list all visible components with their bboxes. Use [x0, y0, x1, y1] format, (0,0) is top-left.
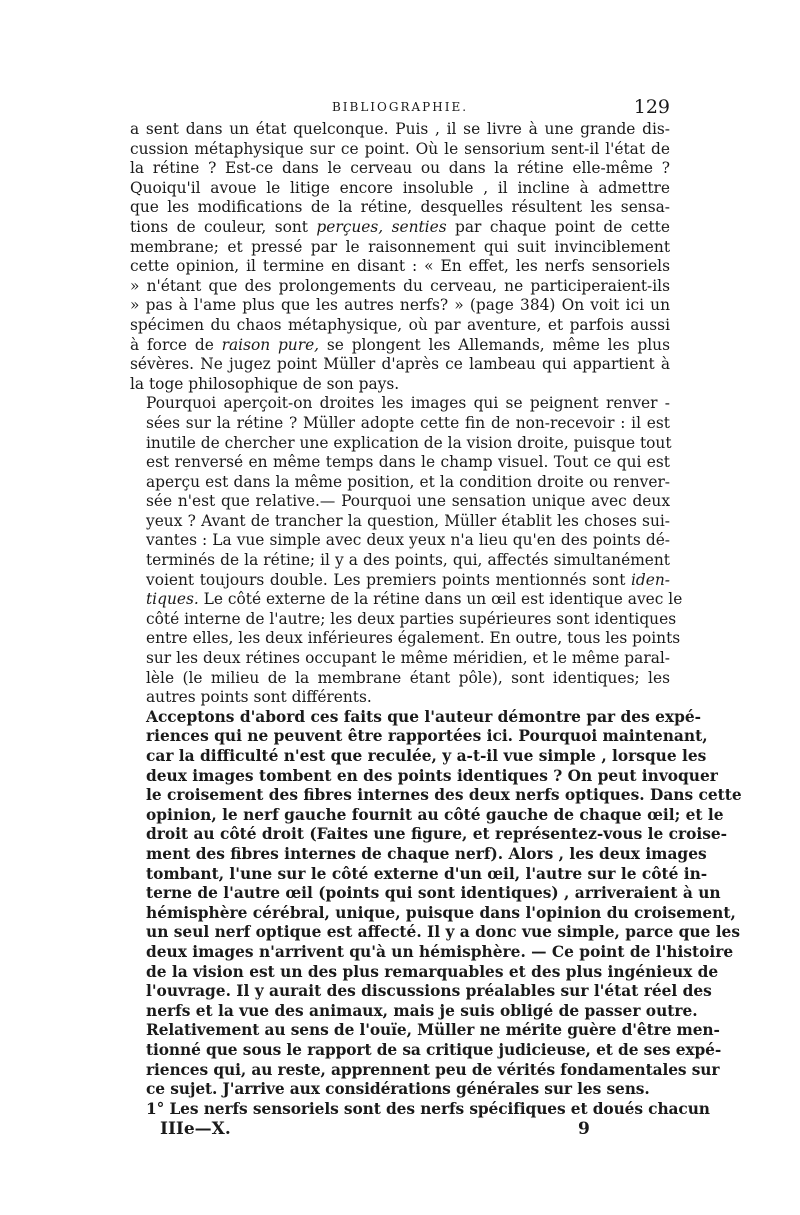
- text-line: sévères. Ne jugez point Müller d'après ce lambeau qui appartient à: [130, 355, 670, 374]
- text-line: riences qui ne peuvent être rapportées ici. Pourquoi maintenant,: [146, 727, 708, 746]
- text-line: spécimen du chaos métaphysique, où par aventure, et parfois aussi: [130, 315, 670, 334]
- text-line: un seul nerf optique est affecté. Il y a donc vue simple, parce que les: [146, 923, 740, 942]
- text-line: hémisphère cérébral, unique, puisque dans l'opinion du croisement,: [146, 903, 736, 922]
- text-line: à force de raison pure, se plongent les Allemands, même les plus: [130, 335, 670, 354]
- text-line: vantes : La vue simple avec deux yeux n'a lieu qu'en des points dé-: [146, 531, 670, 550]
- paragraph: [130, 394, 683, 708]
- text-line: » pas à l'ame plus que les autres nerfs? » (page 384) On voit ici un: [130, 296, 670, 315]
- text-line: Relativement au sens de l'ouïe, Müller ne mérite guère d'être men-: [146, 1021, 720, 1040]
- paragraph: [130, 707, 742, 1022]
- text-line: le croisement des fibres internes des deux nerfs optiques. Dans cette: [146, 786, 742, 805]
- text-line: deux images tombent en des points identiques ? On peut invoquer: [146, 766, 718, 785]
- text-line: cussion métaphysique sur ce point. Où le sensorium sent-il l'état de: [130, 139, 670, 158]
- text-line: ment des fibres internes de chaque nerf). Alors , les deux images: [146, 844, 707, 863]
- text-line: la rétine ? Est-ce dans le cerveau ou dans la rétine elle-même ?: [130, 159, 670, 178]
- text-line: entre elles, les deux inférieures également. En outre, tous les points: [146, 629, 681, 648]
- body-text: [130, 120, 742, 1119]
- text-line: a sent dans un état quelconque. Puis , il se livre à une grande dis-: [130, 120, 670, 138]
- text-line: Pourquoi aperçoit-on droites les images qui se peignent renver -: [146, 394, 670, 413]
- text-line: voient toujours double. Les premiers points mentionnés sont iden-: [146, 570, 670, 589]
- text-line: inutile de chercher une explication de la vision droite, puisque tout: [146, 433, 672, 452]
- text-line: Quoiqu'il avoue le litige encore insoluble , il incline à admettre: [130, 178, 670, 197]
- text-line: tions de couleur, sont perçues, senties par chaque point de cette: [130, 217, 670, 236]
- text-line: tombant, l'une sur le côté externe d'un œil, l'autre sur le côté in-: [146, 864, 708, 883]
- paragraph: [130, 1099, 710, 1120]
- running-head: [130, 96, 670, 118]
- text-line: est renversé en même temps dans le champ visuel. Tout ce qui est: [146, 453, 670, 472]
- text-line: droit au côté droit (Faites une figure, et représentez-vous le croise-: [146, 825, 728, 844]
- text-line: » n'étant que des prolongements du cerveau, ne participeraient-ils: [130, 276, 670, 295]
- page-number: 129: [633, 96, 670, 118]
- text-line: tionné que sous le rapport de sa critique judicieuse, et de ses expé-: [146, 1040, 722, 1059]
- running-title: BIBLIOGRAPHIE.: [331, 100, 469, 114]
- text-line: lèle (le milieu de la membrane étant pôle), sont identiques; les: [146, 668, 670, 687]
- text-line: ce sujet. J'arrive aux considérations générales sur les sens.: [146, 1080, 650, 1099]
- text-line: sur les deux rétines occupant le même méridien, et le même paral-: [146, 649, 670, 668]
- signature-line: [130, 1119, 670, 1143]
- text-line: membrane; et pressé par le raisonnement qui suit invinciblement: [130, 237, 670, 256]
- text-line: terminés de la rétine; il y a des points, qui, affectés simultanément: [146, 551, 670, 570]
- paragraph: [130, 120, 670, 394]
- text-line: sée n'est que relative.— Pourquoi une sensation unique avec deux: [146, 492, 670, 511]
- text-line: l'ouvrage. Il y aurait des discussions préalables sur l'état réel des: [146, 982, 712, 1001]
- text-line: la toge philosophique de son pays.: [130, 374, 400, 393]
- text-line: opinion, le nerf gauche fournit au côté gauche de chaque œil; et le: [146, 805, 724, 824]
- text-line: Acceptons d'abord ces faits que l'auteur démontre par des expé-: [146, 707, 702, 726]
- text-line: deux images n'arrivent qu'à un hémisphère. — Ce point de l'histoire: [146, 942, 734, 961]
- text-line: aperçu est dans la même position, et la condition droite ou renver-: [146, 472, 670, 491]
- text-line: cette opinion, il termine en disant : « En effet, les nerfs sensoriels: [130, 257, 670, 276]
- text-line: sées sur la rétine ? Müller adopte cette fin de non-recevoir : il est: [146, 413, 670, 432]
- text-line: nerfs et la vue des animaux, mais je suis obligé de passer outre.: [146, 1001, 698, 1020]
- book-page: [130, 96, 742, 1143]
- signature-mark: IIIe—X.: [160, 1119, 231, 1140]
- text-line: yeux ? Avant de trancher la question, Müller établit les choses sui-: [146, 511, 670, 530]
- paragraph: [130, 1021, 722, 1099]
- text-line: car la difficulté n'est que reculée, y a-t-il vue simple , lorsque les: [146, 747, 707, 765]
- text-line: riences qui, au reste, apprennent peu de vérités fondamentales sur: [146, 1060, 720, 1079]
- text-line: de la vision est un des plus remarquables et des plus ingénieux de: [146, 962, 719, 981]
- text-line: autres points sont différents.: [146, 688, 372, 707]
- signature-number: 9: [578, 1119, 590, 1140]
- text-line: 1° Les nerfs sensoriels sont des nerfs spécifiques et doués chacun: [146, 1099, 710, 1118]
- text-line: que les modifications de la rétine, desquelles résultent les sensa-: [130, 198, 670, 217]
- text-line: terne de l'autre œil (points qui sont identiques) , arriveraient à un: [146, 884, 721, 903]
- text-line: côté interne de l'autre; les deux parties supérieures sont identiques: [146, 609, 677, 628]
- text-line: tiques. Le côté externe de la rétine dans un œil est identique avec le: [146, 590, 683, 609]
